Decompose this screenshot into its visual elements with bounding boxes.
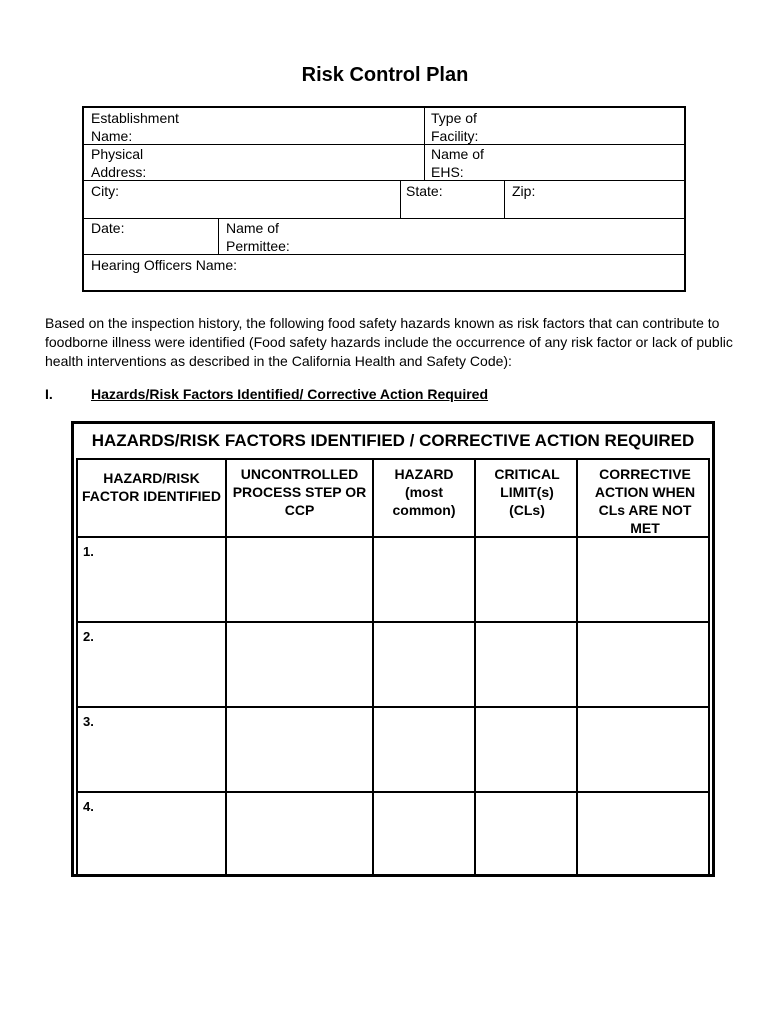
establishment-name-field[interactable]: Establishment Name: [91,110,179,144]
state-field[interactable]: State: [406,183,443,199]
zip-field[interactable]: Zip: [512,183,536,199]
table-divider [76,458,78,874]
form-divider [84,180,684,181]
name-of-ehs-field[interactable]: Name of EHS: [431,146,484,180]
section-number: I. [45,386,53,402]
column-header-hazard: HAZARD (most common) [392,466,456,518]
form-divider [84,218,684,219]
row-number: 4. [83,799,94,814]
table-divider [372,460,374,874]
table-divider [76,706,710,708]
table-divider [76,791,710,793]
physical-address-field[interactable]: Physical Address: [91,146,147,180]
table-divider [225,460,227,874]
hearing-officers-name-field[interactable]: Hearing Officers Name: [91,257,238,273]
form-divider [424,108,425,181]
form-divider [400,181,401,219]
row-number: 3. [83,714,94,729]
table-divider [76,458,710,460]
row-number: 1. [83,544,94,559]
name-of-permittee-field[interactable]: Name of Permittee: [226,220,290,254]
column-header-uncontrolled-process-step: UNCONTROLLED PROCESS STEP OR CCP [232,466,367,518]
form-divider [84,254,684,255]
type-of-facility-field[interactable]: Type of Facility: [431,110,479,144]
table-divider [708,458,710,874]
table-divider [76,621,710,623]
column-header-hazard-risk-factor: HAZARD/RISK FACTOR IDENTIFIED [82,470,221,504]
column-header-corrective-action: CORRECTIVE ACTION WHEN CLs ARE NOT MET [594,466,696,536]
column-header-critical-limits: CRITICAL LIMIT(s) (CLs) [494,466,560,518]
table-divider [474,460,476,874]
date-field[interactable]: Date: [91,220,125,236]
form-divider [218,219,219,255]
table-divider [576,460,578,874]
row-number: 2. [83,629,94,644]
hazards-table-heading: HAZARDS/RISK FACTORS IDENTIFIED / CORRECTIVE ACTION REQUIRED [91,431,695,450]
intro-paragraph: Based on the inspection history, the following food safety hazards known as risk factors that can contribute to foodborne illness were identified (Food safety hazards include the occurrence of any risk factor or lack of public health interventions as described in the California Health and Safety Code): [45,315,733,369]
page-title: Risk Control Plan [301,64,469,86]
section-title: Hazards/Risk Factors Identified/ Corrective Action Required [91,386,489,402]
hazards-table [71,421,715,877]
establishment-info-form [82,106,686,292]
form-divider [504,181,505,219]
city-field[interactable]: City: [91,183,119,199]
